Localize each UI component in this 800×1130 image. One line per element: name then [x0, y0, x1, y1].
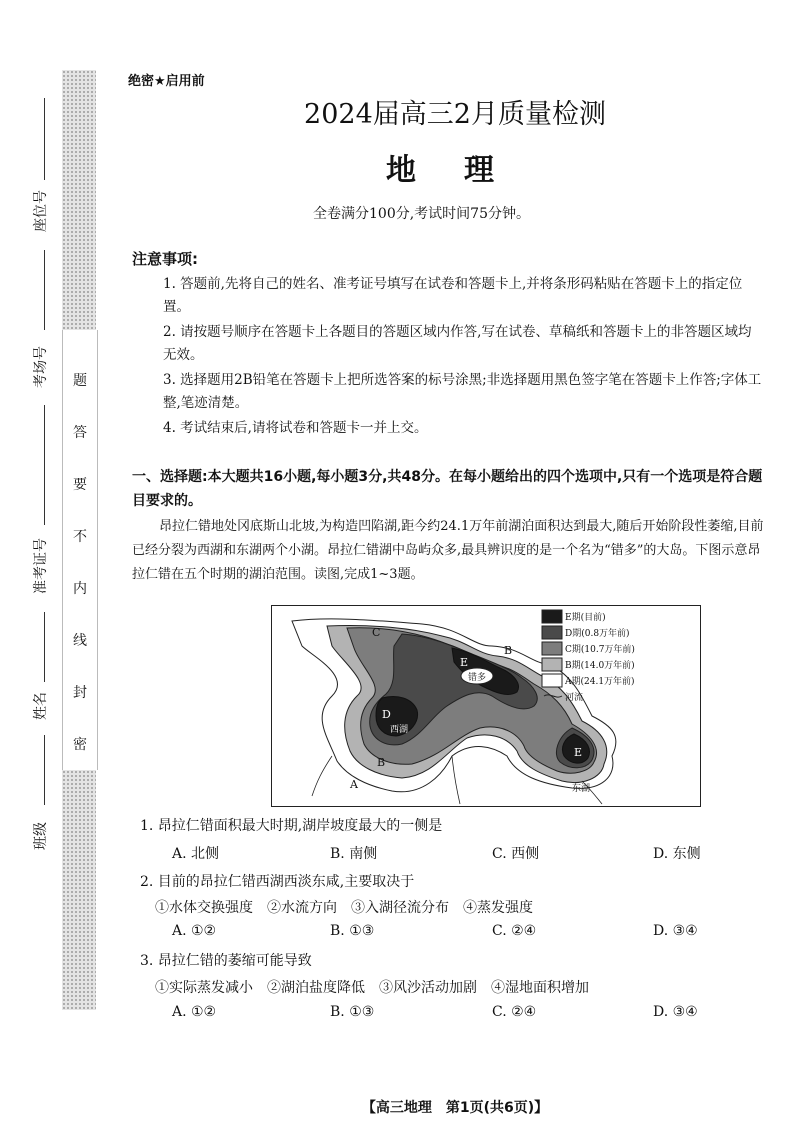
- place-label: 东湖: [572, 784, 591, 794]
- notes-heading: 注意事项:: [132, 250, 198, 268]
- name-label: 姓名: [33, 692, 49, 720]
- lake-map-svg: [272, 606, 700, 806]
- legend-label: E期(目前): [565, 613, 606, 623]
- exam-title: 2024届高三2月质量检测: [304, 99, 606, 130]
- legend-label: B期(14.0万年前): [565, 661, 635, 671]
- zone-label: C: [372, 626, 381, 639]
- exam-id-label: 准考证号: [33, 538, 49, 594]
- question-option: B. 南侧: [330, 846, 378, 862]
- question-choices: ①水体交换强度 ②水流方向 ③入湖径流分布 ④蒸发强度: [155, 900, 533, 916]
- seal-line-box: [62, 330, 98, 770]
- question-option: D. ③④: [653, 1004, 698, 1020]
- seal-char: 题: [73, 373, 87, 389]
- exam-id-line: [44, 405, 45, 525]
- legend-swatch-b: [542, 658, 562, 671]
- note-item: 4. 考试结束后,请将试卷和答题卡一并上交。: [163, 420, 428, 436]
- question-option: C. 西侧: [492, 846, 540, 862]
- question-choices: ①实际蒸发减小 ②湖泊盐度降低 ③风沙活动加剧 ④湿地面积增加: [155, 980, 589, 996]
- question-option: A. ①②: [172, 923, 217, 939]
- legend-label: A期(24.1万年前): [565, 677, 635, 687]
- question-option: A. ①②: [172, 1004, 217, 1020]
- zone-label: B: [377, 756, 386, 769]
- seat-number-line: [44, 98, 45, 180]
- seal-char: 封: [73, 685, 87, 701]
- zone-label: B: [504, 644, 513, 657]
- class-line: [44, 735, 45, 805]
- secret-mark: 绝密★启用前: [128, 74, 205, 89]
- lake-map: [271, 605, 701, 807]
- question-stem: 3. 昂拉仁错的萎缩可能导致: [140, 953, 312, 969]
- score-line: 全卷满分100分,考试时间75分钟。: [313, 206, 530, 222]
- legend-swatch-a: [542, 674, 562, 687]
- zone-label: A: [350, 778, 358, 791]
- seal-char: 密: [73, 737, 87, 753]
- place-label: 错多: [468, 673, 487, 683]
- question-option: C. ②④: [492, 923, 537, 939]
- seat-number-label: 座位号: [33, 190, 49, 232]
- legend-label: 河流: [565, 693, 584, 703]
- section-heading: 一、选择题:本大题共16小题,每小题3分,共48分。在每小题给出的四个选项中,只有一个选项是符合题目要求的。: [132, 469, 763, 509]
- note-item: 2. 请按题号顺序在答题卡上各题目的答题区域内作答,写在试卷、草稿纸和答题卡上的非答题区域均无效。: [163, 324, 752, 363]
- question-option: D. ③④: [653, 923, 698, 939]
- question-stem: 1. 昂拉仁错面积最大时期,湖岸坡度最大的一侧是: [140, 818, 443, 834]
- place-label: 西湖: [390, 725, 409, 735]
- legend-swatch-c: [542, 642, 562, 655]
- seal-char: 不: [73, 529, 87, 545]
- class-label: 班级: [33, 822, 49, 850]
- seal-char: 要: [73, 477, 87, 493]
- legend-swatch-e: [542, 610, 562, 623]
- seal-char: 答: [73, 425, 87, 441]
- question-option: B. ①③: [330, 923, 375, 939]
- room-number-line: [44, 250, 45, 330]
- room-number-label: 考场号: [33, 346, 49, 388]
- zone-label: E: [574, 746, 583, 759]
- question-option: B. ①③: [330, 1004, 375, 1020]
- legend-label: C期(10.7万年前): [565, 645, 635, 655]
- question-option: A. 北侧: [172, 846, 220, 862]
- note-item: 3. 选择题用2B铅笔在答题卡上把所选答案的标号涂黑;非选择题用黑色签字笔在答题卡上作答;字体工整,笔迹清楚。: [163, 372, 762, 411]
- question-stem: 2. 目前的昂拉仁错西湖西淡东咸,主要取决于: [140, 874, 415, 890]
- name-line: [44, 612, 45, 682]
- subject-title: 地理: [386, 153, 542, 188]
- legend-label: D期(0.8万年前): [565, 629, 630, 639]
- zone-label: D: [382, 708, 391, 721]
- seal-char: 线: [73, 633, 87, 649]
- note-item: 1. 答题前,先将自己的姓名、准考证号填写在试卷和答题卡上,并将条形码粘贴在答题卡上的指定位置。: [163, 276, 743, 315]
- seal-char: 内: [73, 581, 87, 597]
- question-option: D. 东侧: [653, 846, 701, 862]
- question-option: C. ②④: [492, 1004, 537, 1020]
- zone-label: E: [460, 656, 469, 669]
- section-intro: 昂拉仁错地处冈底斯山北坡,为构造凹陷湖,距今约24.1万年前湖泊面积达到最大,随后开始阶段性萎缩,目前已经分裂为西湖和东湖两个小湖。昂拉仁错湖中岛屿众多,最具辨识度的是一个名为“错多”的大岛。下图示意昂拉仁错在五个时期的湖泊范围。读图,完成1~3题。: [132, 519, 764, 582]
- legend-swatch-d: [542, 626, 562, 639]
- page-footer: 【高三地理 第1页(共6页)】: [361, 1100, 549, 1116]
